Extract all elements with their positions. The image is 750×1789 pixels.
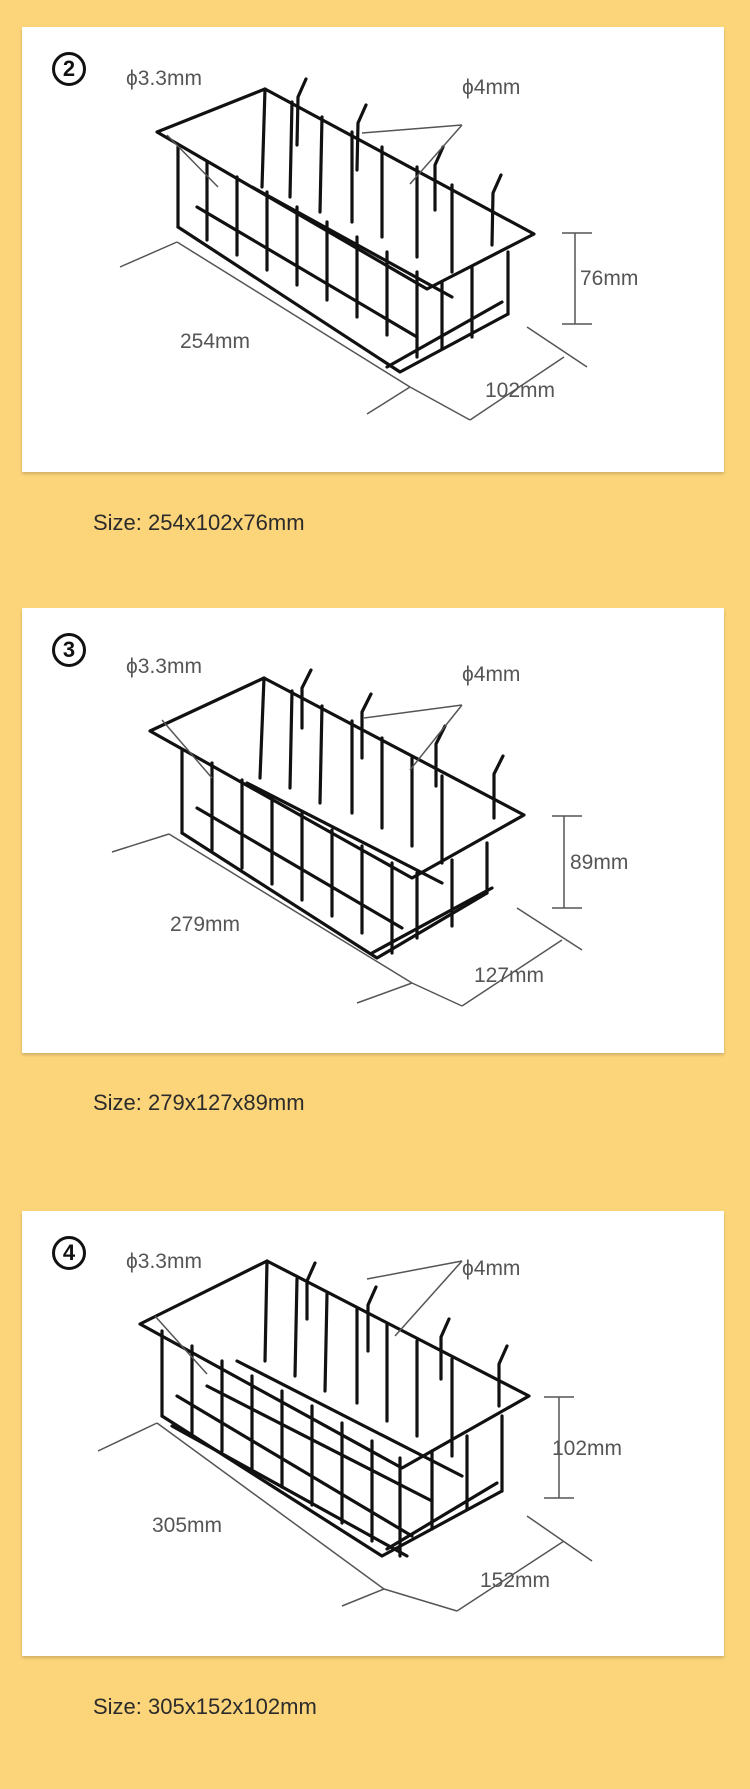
length-dimension-label: 305mm [152,1514,223,1537]
wire-thick-label: ϕ4mm [462,663,521,686]
size-text-1: Size: 254x102x76mm [93,510,305,535]
width-dimension-label: 102mm [485,379,556,402]
product-number-badge: 3 [52,633,86,667]
wire-thin-label: ϕ3.3mm [126,67,202,90]
length-dimension-label: 254mm [180,330,251,353]
basket-diagram [22,1211,724,1656]
size-text-2: Size: 279x127x89mm [93,1090,305,1115]
product-card-1 [22,27,724,472]
basket-drawing [140,1261,529,1556]
product-number-badge: 2 [52,52,86,86]
wire-thick-label: ϕ4mm [462,76,521,99]
height-dimension-label: 89mm [570,851,629,874]
product-card-2 [22,608,724,1053]
basket-diagram [22,608,724,1053]
product-number-badge: 4 [52,1236,86,1270]
product-card-3 [22,1211,724,1656]
height-dimension-label: 76mm [580,267,639,290]
width-dimension-label: 127mm [474,964,545,987]
basket-drawing [157,79,534,372]
wire-thin-label: ϕ3.3mm [126,1250,202,1273]
wire-thin-label: ϕ3.3mm [126,655,202,678]
basket-diagram [22,27,724,472]
length-dimension-label: 279mm [170,913,241,936]
wire-thick-label: ϕ4mm [462,1257,521,1280]
width-dimension-label: 152mm [480,1569,551,1592]
size-text-3: Size: 305x152x102mm [93,1694,317,1719]
height-dimension-label: 102mm [552,1437,623,1460]
